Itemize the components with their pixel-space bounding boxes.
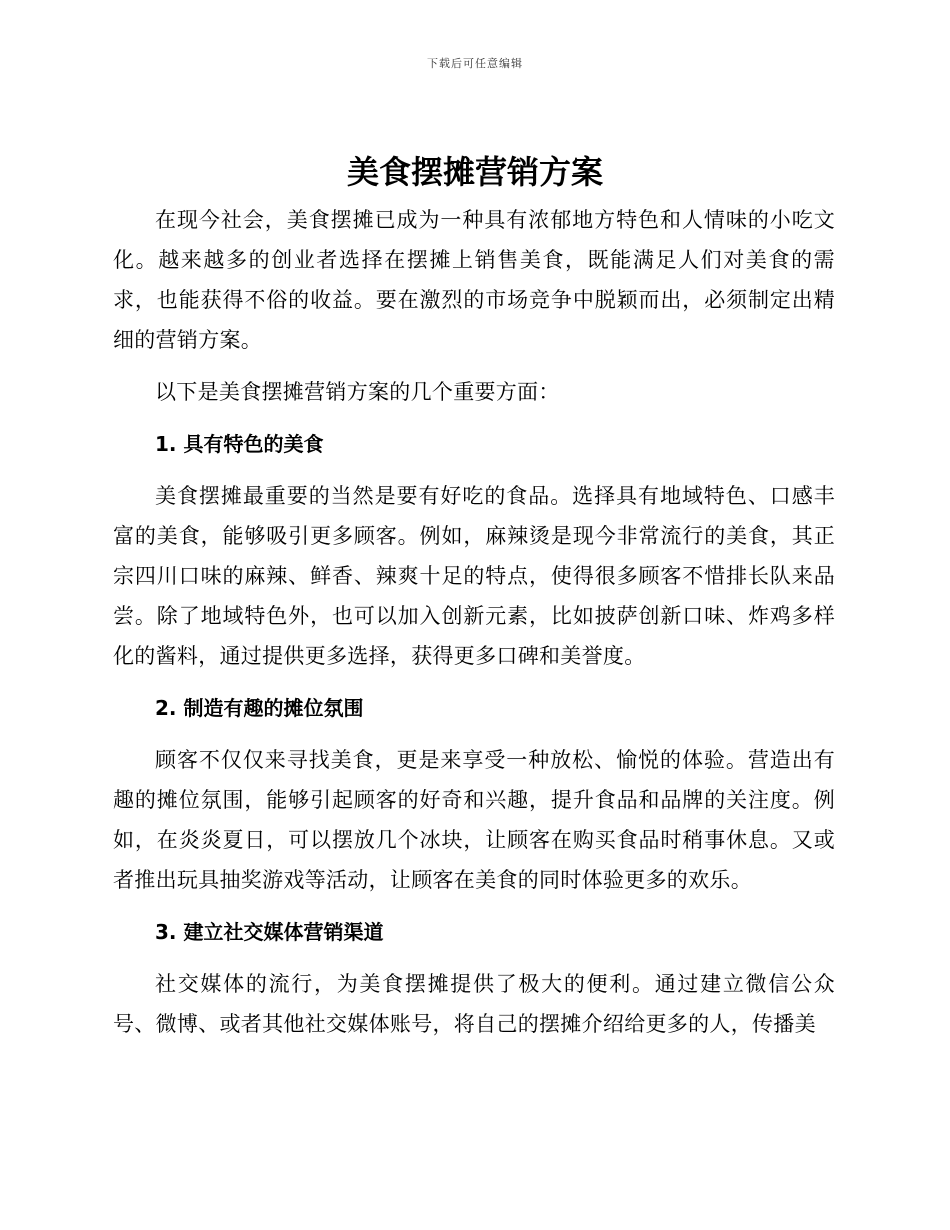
section-1-body: 美食摆摊最重要的当然是要有好吃的食品。选择具有地域特色、口感丰富的美食，能够吸引更多顾客。例如，麻辣烫是现今非常流行的美食，其正宗四川口味的麻辣、鲜香、辣爽十足的特点，使得很多顾客不惜排长队来品尝。除了地域特色外，也可以加入创新元素，比如披萨创新口味、炸鸡多样化的酱料，通过提供更多选择，获得更多口碑和美誉度。 bbox=[113, 484, 835, 668]
section-2-body: 顾客不仅仅来寻找美食，更是来享受一种放松、愉悦的体验。营造出有趣的摊位氛围，能够引起顾客的好奇和兴趣，提升食品和品牌的关注度。例如，在炎炎夏日，可以摆放几个冰块，让顾客在购买食品时稍事休息。又或者推出玩具抽奖游戏等活动，让顾客在美食的同时体验更多的欢乐。 bbox=[113, 748, 835, 892]
section-3-body: 社交媒体的流行，为美食摆摊提供了极大的便利。通过建立微信公众号、微博、或者其他社交媒体账号，将自己的摆摊介绍给更多的人，传播美 bbox=[113, 972, 835, 1036]
header-note: 下载后可任意编辑 bbox=[427, 57, 523, 70]
section-1-heading: 1. 具有特色的美食 bbox=[155, 432, 324, 456]
section-3-heading: 3. 建立社交媒体营销渠道 bbox=[155, 920, 384, 944]
intro-paragraph: 在现今社会，美食摆摊已成为一种具有浓郁地方特色和人情味的小吃文化。越来越多的创业者选择在摆摊上销售美食，既能满足人们对美食的需求，也能获得不俗的收益。要在激烈的市场竞争中脱颖而出，必须制定出精细的营销方案。 bbox=[113, 208, 835, 352]
lead-paragraph: 以下是美食摆摊营销方案的几个重要方面： bbox=[155, 380, 560, 404]
document-title: 美食摆摊营销方案 bbox=[346, 153, 603, 191]
section-2-heading: 2. 制造有趣的摊位氛围 bbox=[155, 696, 364, 720]
document-body bbox=[113, 200, 835, 1056]
